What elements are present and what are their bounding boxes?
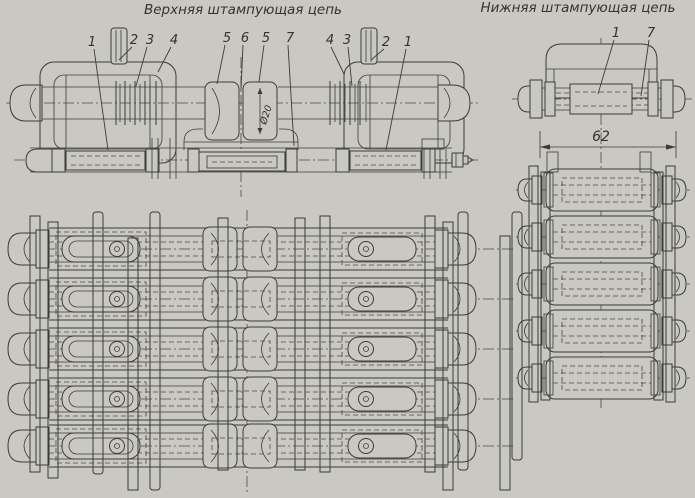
link-plate	[570, 84, 632, 114]
rail-pin-head	[26, 149, 52, 172]
callout-leader	[217, 45, 225, 84]
callout-leader	[94, 49, 108, 150]
roller-diameter-label: Ø20	[258, 103, 275, 126]
chain-row	[516, 216, 690, 258]
chain-row	[516, 357, 690, 399]
callout-leader	[348, 47, 352, 86]
rail-link-plate	[350, 151, 421, 170]
axle-pin-head-right	[438, 85, 470, 121]
chain-row	[8, 377, 514, 421]
pin-head-right	[673, 86, 685, 112]
lower-chain-title: Нижняя штампующая цепь	[480, 0, 676, 16]
chain-row	[8, 424, 514, 468]
upper-chain-title: Верхняя штампующая цепь	[143, 2, 343, 18]
rail-bolt-end	[452, 153, 473, 167]
callout-label: 3	[342, 33, 352, 48]
roller-left	[205, 82, 239, 140]
callout-label: 4	[325, 33, 335, 48]
callout-label: 2	[381, 35, 391, 50]
callout-label: 5	[222, 31, 232, 46]
hanger-post-left	[111, 28, 127, 64]
callout-label: 7	[646, 26, 656, 41]
callout-label: 1	[403, 35, 413, 50]
callout-label: 6	[240, 31, 250, 46]
width-dimension	[540, 129, 676, 158]
chain-row	[516, 169, 690, 211]
callout-label: 1	[611, 26, 621, 41]
pin-head-left	[518, 86, 530, 112]
callout-label: 2	[129, 33, 139, 48]
callout-leader	[136, 47, 147, 86]
callout-leader	[288, 45, 294, 146]
callout-leader	[259, 45, 264, 82]
callout-leader	[386, 49, 406, 150]
chain-row	[8, 277, 514, 321]
chain-row	[8, 227, 514, 271]
chain-row	[8, 327, 514, 371]
lower-rail	[14, 138, 478, 179]
lower-chain-plan-view	[516, 152, 690, 402]
rail-link-plate	[66, 151, 145, 170]
chain-row	[516, 310, 690, 352]
width-dimension-label: 62	[592, 129, 610, 145]
axle-pin-head-left	[10, 85, 42, 121]
callout-label: 7	[285, 31, 295, 46]
hanger-post-right	[361, 28, 377, 64]
chain-row	[516, 263, 690, 305]
upper-chain-plan-view	[8, 210, 522, 492]
callout-label: 5	[261, 31, 271, 46]
callout-label: 3	[145, 33, 155, 48]
callout-label: 1	[87, 35, 97, 50]
callout-leader	[158, 47, 171, 72]
callout-leader	[331, 47, 344, 74]
callout-label: 4	[169, 33, 179, 48]
